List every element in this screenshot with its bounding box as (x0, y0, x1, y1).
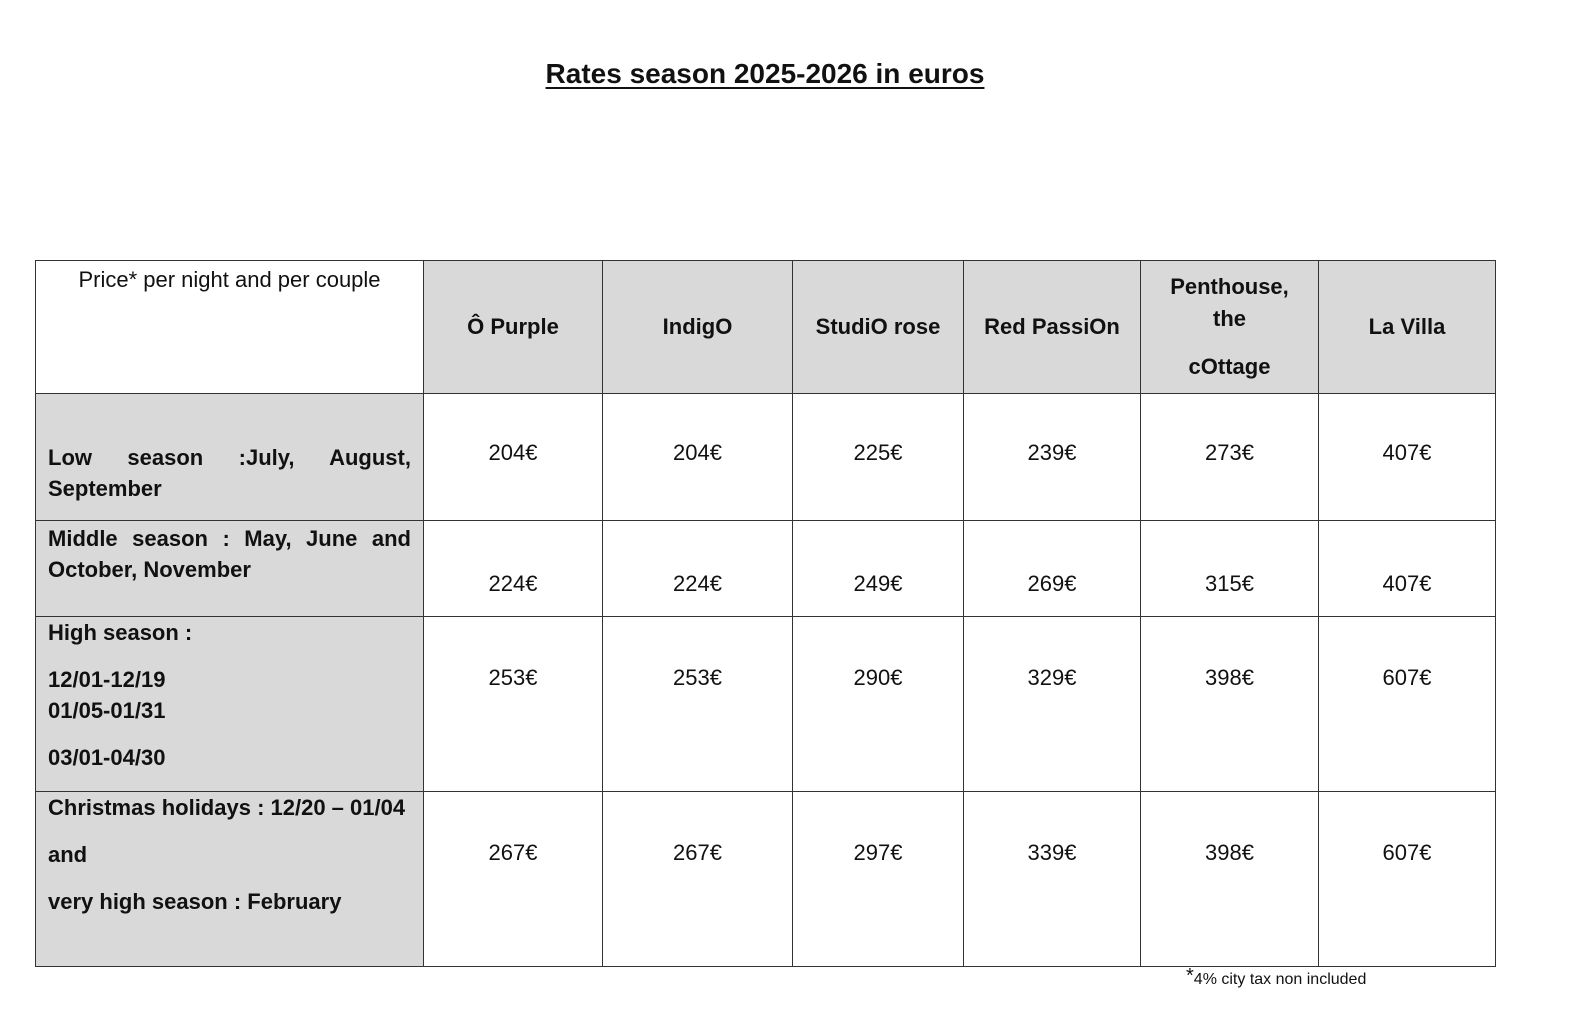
season-label-line: 01/05-01/31 (48, 698, 166, 723)
price-cell: 297€ (793, 792, 964, 967)
price-cell: 273€ (1141, 394, 1319, 521)
column-header-text: Penthouse, (1170, 274, 1289, 299)
city-tax-footnote (1186, 965, 1366, 989)
price-cell: 407€ (1319, 521, 1496, 617)
price-cell: 269€ (964, 521, 1141, 617)
price-cell: 253€ (603, 617, 793, 792)
season-label-line: 03/01-04/30 (48, 745, 166, 770)
table-row-middle-season (36, 521, 1496, 617)
footnote-text: 4% city tax non included (1193, 971, 1367, 988)
column-header-studio-rose (793, 261, 964, 394)
season-label-line: Low season :July, August, September (48, 445, 411, 501)
price-basis-label: Price* per night and per couple (36, 261, 424, 394)
column-header-red-passion (964, 261, 1141, 394)
season-label-line: Middle season : May, June and October, November (48, 526, 411, 582)
price-cell: 290€ (793, 617, 964, 792)
price-cell: 204€ (603, 394, 793, 521)
season-label (36, 617, 424, 792)
column-header-penthouse-cottage (1141, 261, 1319, 394)
column-header-text: Red PassiOn (984, 314, 1120, 339)
price-cell: 407€ (1319, 394, 1496, 521)
season-label-line: and (48, 842, 88, 867)
table-row-low-season (36, 394, 1496, 521)
footnote-asterisk: * (1186, 965, 1194, 987)
table-row-christmas-very-high-season (36, 792, 1496, 967)
price-cell: 398€ (1141, 792, 1319, 967)
column-header-text: IndigO (662, 314, 733, 339)
season-label-line: Christmas holidays : 12/20 – 01/04 (48, 795, 406, 820)
page-title: Rates season 2025-2026 in euros (545, 58, 985, 89)
column-header-text: StudiO rose (815, 314, 941, 339)
price-cell: 224€ (424, 521, 603, 617)
price-cell: 204€ (424, 394, 603, 521)
price-cell: 398€ (1141, 617, 1319, 792)
column-header-text: La Villa (1368, 314, 1446, 339)
rates-table (35, 260, 1496, 967)
price-cell: 239€ (964, 394, 1141, 521)
season-label (36, 394, 424, 521)
price-cell: 607€ (1319, 792, 1496, 967)
column-header-text: cOttage (1188, 354, 1271, 379)
price-cell: 225€ (793, 394, 964, 521)
table-row-high-season (36, 617, 1496, 792)
price-cell: 224€ (603, 521, 793, 617)
price-cell: 267€ (424, 792, 603, 967)
price-cell: 249€ (793, 521, 964, 617)
column-header-indigo (603, 261, 793, 394)
season-label-line: very high season : February (48, 889, 342, 914)
price-cell: 607€ (1319, 617, 1496, 792)
price-cell: 267€ (603, 792, 793, 967)
season-label-line: High season : (48, 620, 193, 645)
column-header-o-purple (424, 261, 603, 394)
price-cell: 315€ (1141, 521, 1319, 617)
column-header-text: Ô Purple (467, 314, 559, 339)
season-label (36, 792, 424, 967)
season-label (36, 521, 424, 617)
price-cell: 329€ (964, 617, 1141, 792)
price-cell: 339€ (964, 792, 1141, 967)
header-row (36, 261, 1496, 394)
column-header-text: the (1213, 306, 1246, 331)
column-header-la-villa (1319, 261, 1496, 394)
season-label-line: 12/01-12/19 (48, 667, 166, 692)
price-cell: 253€ (424, 617, 603, 792)
